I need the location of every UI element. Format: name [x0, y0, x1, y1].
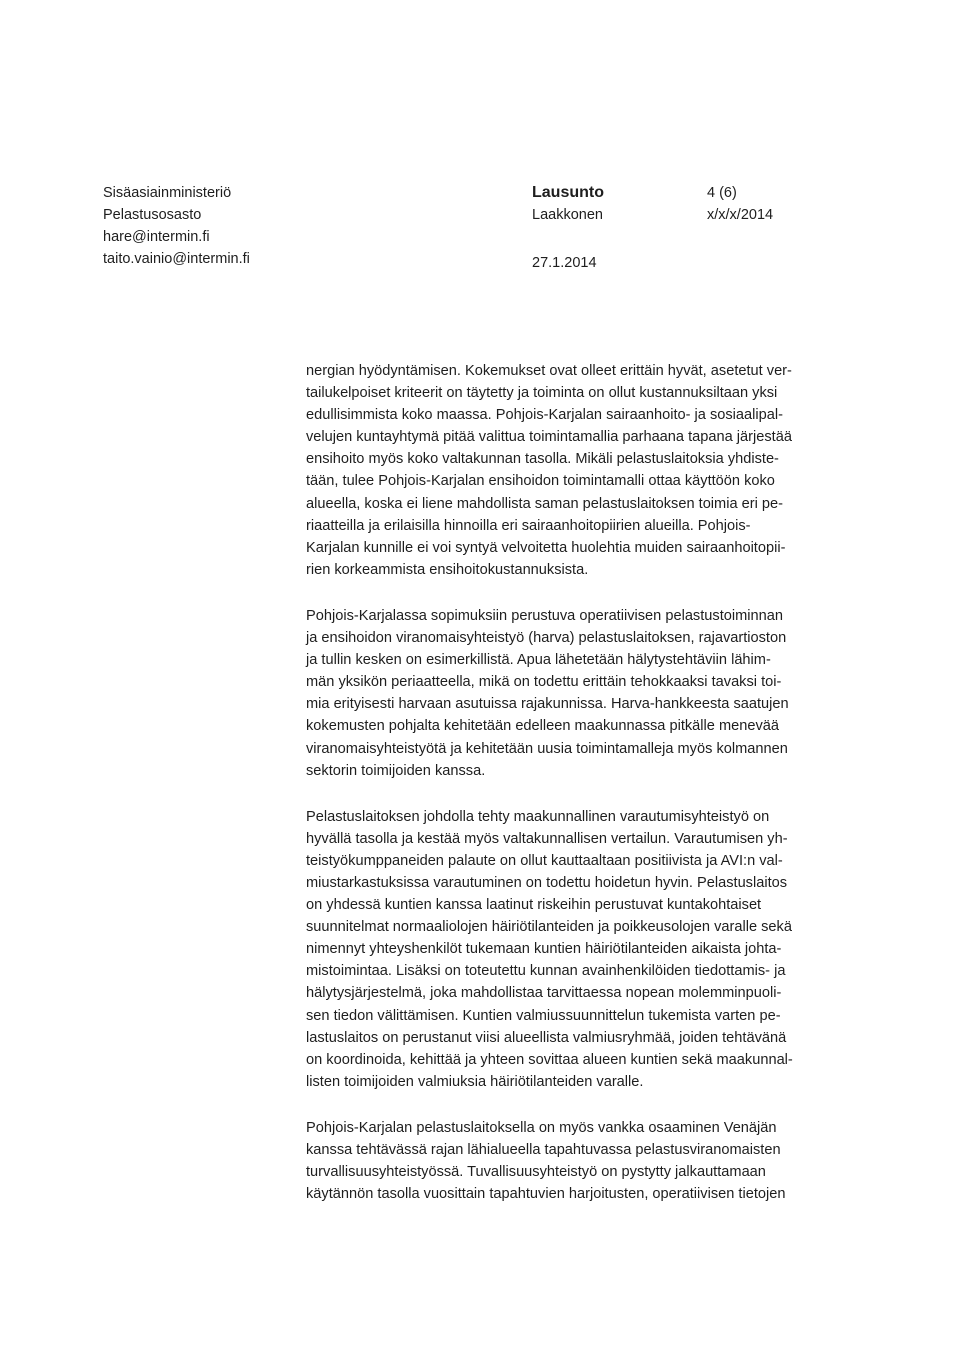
paragraph — [306, 806, 854, 1093]
text-line: nimennyt yhteyshenkilöt tukemaan kuntien häiriötilanteiden aikaista johta- — [306, 941, 782, 958]
text-line: tään, tulee Pohjois-Karjalan ensihoidon toimintamalli ottaa käyttöön koko — [306, 473, 775, 490]
text-line: viranomaisyhteistyötä ja kehitetään uusia toimintamalleja myös kolmannen — [306, 740, 788, 757]
sender-department: Pelastusosasto — [103, 207, 202, 223]
doc-author: Laakkonen — [532, 207, 603, 223]
text-line: käytännön tasolla vuosittain tapahtuvien harjoitusten, operatiivisen tietojen — [306, 1186, 786, 1203]
paragraph — [306, 605, 854, 782]
text-line: on koordinoida, kehittää ja yhteen sovittaa alueen kuntien sekä maakunnal- — [306, 1051, 793, 1068]
doc-type: Lausunto — [532, 184, 604, 201]
text-line: kanssa tehtävässä rajan lähialueella tapahtuvassa pelastusviranomaisten — [306, 1142, 781, 1158]
doc-ref-block — [707, 182, 773, 226]
text-line: Karjalan kunnille ei voi syntyä velvoitetta huolehtia muiden sairaanhoitopii- — [306, 539, 786, 556]
sender-email-1: hare@intermin.fi — [103, 229, 210, 245]
sender-ministry: Sisäasiainministeriö — [103, 185, 232, 201]
text-line: edullisimmista koko maassa. Pohjois-Karjalan sairaanhoito- ja sosiaalipal- — [306, 407, 783, 424]
text-line: Pelastuslaitoksen johdolla tehty maakunnallinen varautumisyhteistyö on — [306, 808, 770, 825]
text-line: män yksikön periaatteella, mikä on todettu erittäin tehokkaaksi tavaksi toi- — [306, 674, 782, 691]
text-line: ensihoito myös koko valtakunnan tasolla. Mikäli pelastuslaitoksia yhdiste- — [306, 451, 779, 468]
page-number: 4 (6) — [707, 185, 737, 201]
doc-info-block — [532, 182, 604, 226]
text-line: nergian hyödyntämisen. Kokemukset ovat olleet erittäin hyvät, asetetut ver- — [306, 363, 792, 379]
text-line: mistoimintaa. Lisäksi on toteutettu kunnan avainhenkilöiden tiedottamis- ja — [306, 963, 786, 980]
paragraph — [306, 1117, 854, 1205]
text-line: mia erityisesti harvaan asutuissa rajakunnissa. Harva-hankkeesta saatujen — [306, 696, 789, 713]
text-line: velujen kuntayhtymä pitää valittua toimintamallia parhaana tapana järjestää — [306, 429, 792, 446]
text-line: listen toimijoiden valmiuksia häiriötilanteiden varalle. — [306, 1073, 644, 1090]
text-line: sen tiedon välittämisen. Kuntien valmiussuunnittelun tukemista varten pe- — [306, 1007, 781, 1024]
text-line: hyvällä tasolla ja kestää myös valtakunnallisen vertailun. Varautumisen yh- — [306, 830, 788, 847]
text-line: Pohjois-Karjalan pelastuslaitoksella on myös vankka osaaminen Venäjän — [306, 1119, 777, 1136]
doc-reference: x/x/x/2014 — [707, 207, 774, 223]
text-line: hälytysjärjestelmä, joka mahdollistaa tarvittaessa nopean molemminpuoli- — [306, 985, 782, 1002]
text-line: rien korkeammista ensihoitokustannuksista. — [306, 561, 589, 578]
text-line: Pohjois-Karjalassa sopimuksiin perustuva operatiivisen pelastustoiminnan — [306, 607, 783, 624]
text-line: tailukelpoiset kriteerit on täytetty ja toiminta on ollut kustannuksiltaan yksi — [306, 385, 778, 402]
text-line: suunnitelmat normaaliolojen häiriötilanteiden ja poikkeusolojen varalle sekä — [306, 919, 792, 936]
text-line: turvallisuusyhteistyössä. Tuvallisuusyhteistyö on pystytty jalkauttamaan — [306, 1164, 766, 1181]
text-line: lastuslaitos on perustanut viisi alueellista valmiusryhmää, joiden tehtävänä — [306, 1029, 787, 1046]
text-line: on yhdessä kuntien kanssa laatinut riskeihin perustuvat kuntakohtaiset — [306, 897, 762, 914]
text-line: kokemusten pohjalta kehitetään edelleen maakunnassa pitkälle menevää — [306, 718, 779, 735]
sender-email-2: taito.vainio@intermin.fi — [103, 251, 250, 267]
text-line: ja tullin kesken on esimerkillistä. Apua lähetetään hälytystehtäviin lähim- — [306, 652, 771, 669]
text-line: riaatteilla ja erilaisilla hinnoilla eri sairaanhoitopiirien alueilla. Pohjois- — [306, 517, 751, 534]
paragraph — [306, 360, 854, 581]
document-body — [306, 360, 854, 1229]
text-line: alueella, koska ei liene mahdollista saman pelastuslaitoksen toimia eri pe- — [306, 495, 783, 512]
text-line: miustarkastuksissa varautuminen on todettu hoidetun hyvin. Pelastuslaitos — [306, 874, 788, 891]
text-line: ja ensihoidon viranomaisyhteistyö (harva) pelastuslaitoksen, rajavartioston — [306, 630, 787, 647]
text-line: sektorin toimijoiden kanssa. — [306, 762, 486, 779]
doc-date: 27.1.2014 — [532, 255, 597, 271]
text-line: teistyökumppaneiden palaute on ollut kauttaaltaan positiivista ja AVI:n val- — [306, 852, 783, 869]
sender-block — [103, 182, 250, 270]
